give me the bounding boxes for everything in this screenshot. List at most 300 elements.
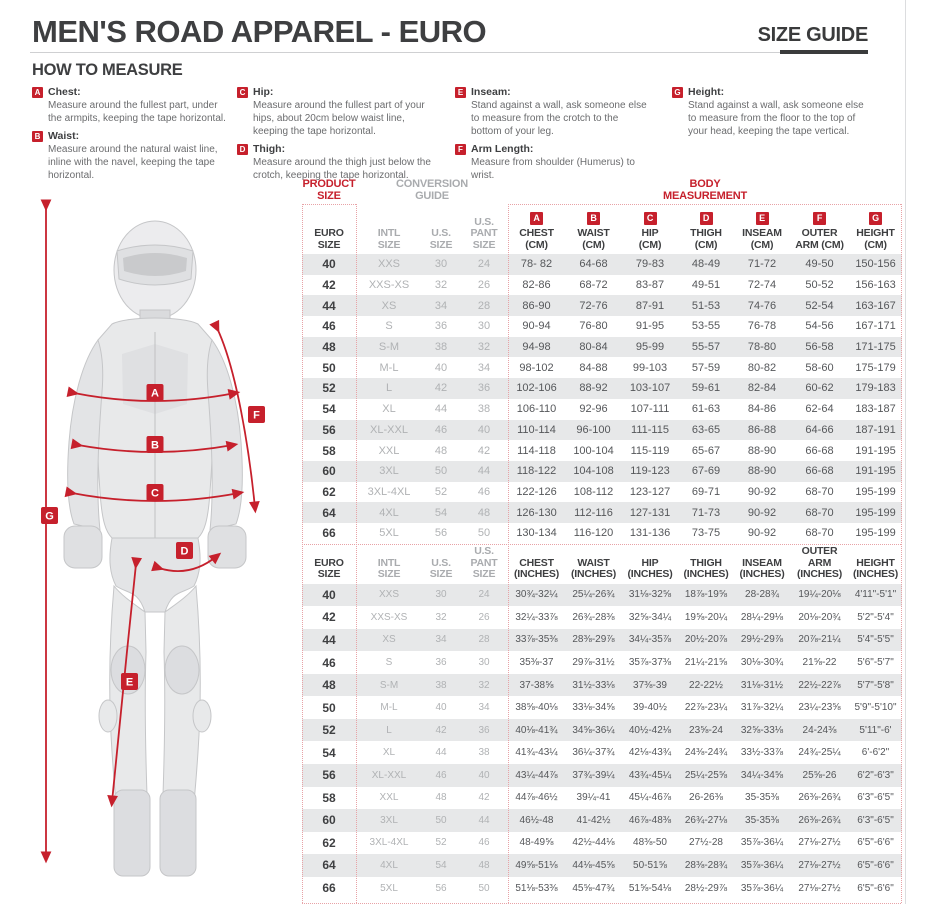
size-cell: 25¼-25⅝ (684, 769, 728, 781)
size-cell: 32⅝-34¼ (628, 611, 672, 623)
size-cell: M-L (379, 361, 399, 374)
page-title: MEN'S ROAD APPAREL - EURO (32, 14, 487, 49)
size-cell: 54 (434, 506, 448, 519)
size-cell: 31⅛-32⅝ (628, 589, 672, 601)
size-cell: 88-90 (747, 444, 777, 457)
size-cell: 3XL (379, 465, 399, 478)
size-cell: 24-24⅜ (802, 724, 837, 736)
size-guide-label: SIZE GUIDE (757, 24, 868, 46)
cm-row-42 (302, 275, 902, 296)
how-to-measure-heading: HOW TO MEASURE (32, 61, 183, 79)
size-cell: 103-107 (629, 382, 671, 395)
dotted-border (901, 204, 902, 903)
inch-row-42 (302, 606, 902, 629)
size-cell: 65-67 (691, 444, 721, 457)
measure-text: Measure around the thigh just below the crotch, keeping the tape horizontal. (253, 157, 431, 181)
column-header-us: U.S. SIZE (429, 227, 453, 251)
size-cell: 58 (322, 443, 336, 458)
size-cell: S-M (379, 679, 399, 691)
letter-badge: G (672, 87, 683, 98)
size-cell: 32 (434, 279, 448, 292)
size-cell: 72-74 (747, 279, 777, 292)
column-header-intl: INTL SIZE (377, 227, 401, 251)
letter-badge: C (237, 87, 248, 98)
size-cell: 25⅝-26 (802, 769, 837, 781)
size-cell: 35-35⅜ (745, 792, 779, 804)
cm-row-52 (302, 378, 902, 399)
size-cell: 64-66 (805, 423, 834, 436)
size-cell: 32⅝-33⅛ (740, 724, 784, 736)
arm-badge-letter: F (253, 409, 260, 422)
size-cell: 6'3"-6'5" (857, 792, 894, 804)
size-cell: 195-199 (855, 527, 896, 540)
size-cell: 91-95 (635, 320, 665, 333)
size-cell: 18⅞-19⅝ (684, 589, 728, 601)
size-cell: 49-50 (805, 258, 834, 271)
size-cell: 34 (478, 702, 490, 714)
size-cell: 35⅞-37⅜ (628, 657, 672, 669)
size-table-inches (302, 544, 902, 900)
size-cell: 28 (477, 299, 491, 312)
size-cell: 46 (477, 485, 491, 498)
inch-row-60 (302, 809, 902, 832)
size-cell: 26¾-28⅜ (572, 611, 615, 623)
letter-badge: B (32, 131, 43, 142)
size-cell: 76-80 (579, 320, 608, 333)
measure-text: Measure around the fullest part of your hips, about 20cm below waist line, keeping the tape horizontal. (253, 100, 425, 137)
size-cell: 48 (322, 340, 336, 355)
size-cell: 35⅞-36¼ (740, 859, 784, 871)
column-header-chest: CHEST (INCHES) (513, 556, 560, 581)
size-cell: 60 (322, 464, 336, 479)
size-cell: 5'4"-5'5" (857, 634, 894, 646)
size-cell: 86-90 (522, 299, 551, 312)
column-header-height: HEIGHT (INCHES) (852, 556, 899, 581)
right-boot (160, 790, 196, 876)
size-cell: 78-80 (747, 341, 777, 354)
measure-column (32, 86, 237, 187)
cm-row-56 (302, 420, 902, 441)
size-cell: 6'2"-6'3" (857, 769, 894, 781)
size-cell: 41-42½ (576, 814, 611, 826)
size-cell: 4XL (379, 506, 399, 519)
measure-label: Arm Length: (471, 143, 534, 155)
size-cell: 37⅜-39 (633, 679, 667, 691)
size-cell: 62 (322, 484, 336, 499)
size-cell: 44⅞-46½ (515, 792, 558, 804)
measure-label: Chest: (48, 86, 81, 98)
size-cell: 41¾-43¼ (515, 747, 558, 759)
size-cell: 187-191 (855, 423, 896, 436)
size-cell: 30 (435, 589, 447, 601)
measure-text: Stand against a wall, ask someone else to measure from the crotch to the bottom of your leg. (471, 100, 647, 137)
size-tables (302, 178, 902, 904)
size-cell: 106-110 (516, 403, 557, 416)
size-cell: 51⅝-54⅛ (628, 882, 672, 894)
size-cell: 4XL (380, 859, 398, 871)
measure-item-chest (32, 86, 237, 125)
size-cell: 3XL (380, 814, 398, 826)
size-cell: 40 (477, 423, 491, 436)
inch-row-48 (302, 674, 902, 697)
rider-diagram (22, 192, 297, 887)
cm-row-64 (302, 502, 902, 523)
size-cell: 43¾-45¼ (628, 769, 672, 781)
column-header-us: U.S. SIZE (429, 556, 453, 581)
size-cell: 42 (477, 444, 491, 457)
size-cell: 163-167 (855, 299, 896, 312)
conversion-guide-header: CONVERSION GUIDE (396, 178, 468, 202)
left-arm (68, 340, 103, 530)
size-cell: 110-114 (517, 423, 556, 436)
inch-row-44 (302, 629, 902, 652)
size-cell: 80-82 (747, 361, 777, 374)
size-cell: S (385, 657, 393, 669)
size-cell: 40⅛-41¾ (515, 724, 558, 736)
size-cell: 66-68 (805, 465, 834, 478)
size-cell: 50 (478, 882, 490, 894)
size-cell: 108-112 (573, 485, 614, 498)
inch-row-52 (302, 719, 902, 742)
size-cell: 35⅞-36¼ (740, 837, 784, 849)
size-cell: 171-175 (855, 341, 896, 354)
size-cell: 39¼-41 (576, 792, 611, 804)
measurement-figure (22, 192, 297, 887)
size-cell: 62-64 (805, 403, 834, 416)
size-cell: 33⅞-35⅜ (515, 634, 558, 646)
size-cell: 66-68 (805, 444, 834, 457)
size-cell: 48 (477, 506, 491, 519)
size-cell: 26 (477, 279, 491, 292)
cm-row-60 (302, 461, 902, 482)
cm-row-50 (302, 357, 902, 378)
size-cell: 195-199 (855, 485, 896, 498)
size-cell: 58 (322, 790, 336, 805)
size-cell: 34⅝-36¼ (572, 724, 615, 736)
size-cell: 56 (435, 882, 447, 894)
column-header-us: U.S. PANT SIZE (470, 545, 498, 581)
size-cell: 71-73 (691, 506, 721, 519)
cm-row-66 (302, 523, 902, 544)
size-cell: 46½-48 (519, 814, 554, 826)
measure-text: Stand against a wall, ask someone else to measure from the floor to the top of your head, keeping the tape vertical. (688, 100, 864, 137)
size-cell: XXS (378, 589, 399, 601)
size-cell: 46 (478, 837, 490, 849)
size-cell: 26⅜-26¾ (798, 792, 841, 804)
size-cell: 45⅝-47¾ (572, 882, 615, 894)
size-cell: 28⅜-29⅞ (572, 634, 615, 646)
size-cell: XXL (379, 792, 399, 804)
size-cell: 26 (478, 611, 490, 623)
size-cell: 38⅝-40⅛ (515, 702, 558, 714)
dotted-border (356, 204, 357, 903)
size-cell: 54 (435, 859, 447, 871)
size-cell: 31½-33⅛ (572, 679, 615, 691)
measure-text: Measure from shoulder (Humerus) to wrist. (471, 157, 635, 181)
size-cell: 100-104 (573, 444, 614, 457)
cm-row-62 (302, 482, 902, 503)
size-cell: 38 (434, 341, 448, 354)
size-cell: 4'11"-5'1" (854, 589, 897, 601)
size-cell: 34 (477, 361, 491, 374)
size-cell: 42 (322, 610, 336, 625)
size-cell: 42 (478, 792, 490, 804)
size-cell: 5'11"-6' (859, 724, 892, 736)
size-cell: 51-53 (691, 299, 721, 312)
size-cell: 175-179 (855, 361, 896, 374)
size-cell: 27⅛-27½ (798, 859, 841, 871)
size-cell: 28 (478, 634, 490, 646)
column-header-height: G HEIGHT (CM) (856, 212, 895, 251)
size-cell: XXL (378, 444, 400, 457)
column-letter-badge: F (813, 212, 826, 225)
size-cell: 50 (322, 360, 336, 375)
measure-item-armlength (455, 143, 672, 182)
size-cell: 32 (435, 611, 447, 623)
size-cell: 42 (434, 382, 448, 395)
size-cell: 42 (435, 724, 447, 736)
size-cell: 104-108 (573, 465, 614, 478)
size-cell: 3XL-4XL (367, 485, 411, 498)
left-glove (64, 526, 102, 568)
size-cell: 36 (434, 320, 448, 333)
size-cell: 150-156 (855, 258, 896, 271)
size-cell: 42⅛-43¾ (628, 747, 672, 759)
size-cell: 40 (434, 361, 448, 374)
size-cell: 68-70 (805, 527, 834, 540)
column-header-hip: HIP (INCHES) (627, 556, 673, 581)
column-header-outerarm: OUTER ARM (INCHES) (796, 545, 843, 581)
size-cell: 20⅛-20¾ (798, 611, 841, 623)
size-cell: 90-92 (747, 506, 777, 519)
size-cell: 19¼-20⅛ (798, 589, 841, 601)
size-cell: 48-49 (691, 258, 721, 271)
size-cell: 131-136 (629, 527, 671, 540)
size-cell: XXS (377, 258, 400, 271)
size-cell: M-L (380, 702, 398, 714)
size-cell: 156-163 (855, 279, 896, 292)
size-cell: 64 (322, 858, 336, 873)
column-header-thigh: D THIGH (CM) (690, 212, 722, 251)
measure-instructions (32, 86, 892, 187)
size-cell: 56 (322, 422, 336, 437)
size-cell: 28¼-29⅛ (740, 611, 784, 623)
size-cell: 88-92 (579, 382, 608, 395)
size-cell: 48 (322, 678, 336, 693)
size-cell: XS (382, 634, 396, 646)
size-cell: 24⅜-24¾ (684, 747, 728, 759)
size-cell: 42 (322, 278, 336, 293)
size-cell: 5'6"-5'7" (857, 657, 894, 669)
size-cell: 50 (435, 814, 447, 826)
size-cell: 35⅞-36¼ (740, 882, 784, 894)
size-cell: 50-51⅝ (633, 859, 667, 871)
size-cell: 37-38⅝ (519, 679, 554, 691)
column-header-chest: A CHEST (CM) (519, 212, 554, 251)
size-cell: 50 (434, 465, 448, 478)
column-header-intl: INTL SIZE (377, 556, 401, 581)
inch-row-62 (302, 832, 902, 855)
size-cell: 34¼-34⅝ (740, 769, 784, 781)
dotted-border (508, 204, 509, 903)
size-cell: 29½-29⅞ (740, 634, 784, 646)
size-cell: 82-86 (522, 279, 551, 292)
size-cell: 90-92 (747, 485, 777, 498)
letter-badge: E (455, 87, 466, 98)
size-cell: 46 (434, 423, 448, 436)
size-cell: 27½-28 (689, 837, 723, 849)
size-cell: 122-126 (516, 485, 557, 498)
size-cell: 191-195 (855, 465, 896, 478)
size-cell: 22-22½ (689, 679, 723, 691)
size-cell: 60-62 (805, 382, 834, 395)
size-cell: 111-115 (631, 423, 669, 436)
table-group-headers (302, 178, 902, 204)
size-cell: 5'7"-5'8" (857, 679, 894, 691)
cm-row-44 (302, 295, 902, 316)
size-cell: 54 (322, 402, 336, 417)
size-cell: 36 (478, 724, 490, 736)
size-cell: 99-103 (632, 361, 668, 374)
size-cell: 29⅞-31½ (572, 657, 615, 669)
size-cell: 45¼-46⅞ (628, 792, 672, 804)
size-cell: 96-100 (576, 423, 611, 436)
inch-row-40 (302, 584, 902, 607)
column-header-thigh: THIGH (INCHES) (683, 556, 729, 581)
size-cell: 51⅛-53⅜ (515, 882, 558, 894)
size-cell: 52 (434, 485, 448, 498)
size-cell: 46 (435, 769, 447, 781)
size-cell: 24 (478, 589, 490, 601)
size-cell: 64 (322, 505, 336, 520)
size-cell: 59-61 (691, 382, 721, 395)
size-cell: 48 (478, 859, 490, 871)
measure-label: Height: (688, 86, 725, 98)
column-header-euro: EURO SIZE (314, 556, 344, 581)
cm-row-48 (302, 337, 902, 358)
measure-label: Inseam: (471, 86, 511, 98)
column-header-inseam: INSEAM (INCHES) (739, 556, 785, 581)
size-cell: 79-83 (635, 258, 665, 271)
size-cell: 5'9"-5'10" (854, 702, 897, 714)
product-size-header: PRODUCT SIZE (302, 178, 356, 202)
size-cell: 66 (322, 881, 336, 895)
body-measurement-header: BODY MEASUREMENT (663, 178, 747, 202)
measure-column (672, 86, 882, 187)
size-cell: 76-78 (747, 320, 777, 333)
size-cell: 60 (322, 813, 336, 828)
size-cell: 31⅛-31½ (740, 679, 784, 691)
size-cell: 30⅛-30¾ (740, 657, 784, 669)
size-guide-underline (780, 50, 868, 54)
size-cell: 26-26⅜ (689, 792, 723, 804)
size-cell: 95-99 (635, 341, 665, 354)
left-boot (114, 790, 150, 876)
size-cell: 44 (434, 403, 448, 416)
size-cell: 86-88 (747, 423, 777, 436)
size-cell: 98-102 (519, 361, 554, 374)
size-cell: 38 (478, 747, 490, 759)
size-cell: 48 (434, 444, 448, 457)
size-cell: 123-127 (629, 485, 671, 498)
letter-badge: D (237, 144, 248, 155)
size-cell: S (385, 320, 393, 333)
size-cell: 55-57 (691, 341, 721, 354)
hip-badge-letter: C (151, 487, 159, 500)
size-table-cm (302, 204, 902, 544)
size-cell: 130-134 (516, 527, 557, 540)
size-cell: 90-92 (747, 527, 777, 540)
size-cell: 27⅛-27½ (798, 882, 841, 894)
size-cell: 28½-29⅞ (684, 882, 728, 894)
size-cell: 44 (322, 632, 336, 647)
size-cell: 28⅜-28¾ (684, 859, 728, 871)
column-header-euro: EURO SIZE (314, 227, 344, 251)
size-cell: 191-195 (855, 444, 896, 457)
measure-item-inseam (455, 86, 672, 138)
size-cell: 50-52 (805, 279, 834, 292)
size-cell: 54 (322, 745, 336, 760)
size-cell: 69-71 (691, 485, 721, 498)
chest-badge-letter: A (151, 387, 159, 400)
column-header-waist: B WAIST (CM) (577, 212, 610, 251)
size-cell: 57-59 (691, 361, 721, 374)
letter-badge: A (32, 87, 43, 98)
measure-label: Hip: (253, 86, 274, 98)
size-cell: 48-49⅝ (519, 837, 554, 849)
size-cell: 20½-20⅞ (684, 634, 728, 646)
dotted-border (302, 544, 901, 545)
size-cell: 53-55 (691, 320, 721, 333)
size-cell: 3XL-4XL (369, 837, 409, 849)
size-cell: 6'5"-6'6" (857, 882, 894, 894)
size-cell: 39-40½ (633, 702, 667, 714)
size-cell: XL-XXL (371, 769, 407, 781)
column-header-us: U.S. PANT SIZE (470, 215, 498, 251)
size-cell: 80-84 (579, 341, 608, 354)
size-cell: 127-131 (629, 506, 671, 519)
inseam-badge-letter: E (125, 676, 134, 689)
column-letter-badge: C (644, 212, 657, 225)
size-cell: 71-72 (747, 258, 777, 271)
size-cell: 115-119 (630, 444, 670, 457)
header-divider (30, 52, 868, 53)
column-header-hip: C HIP (CM) (638, 212, 662, 251)
dotted-border (302, 204, 356, 205)
size-cell: 52 (435, 837, 447, 849)
size-cell: 27⅛-27½ (798, 837, 841, 849)
size-cell: 36 (477, 382, 491, 395)
size-cell: 44 (478, 814, 490, 826)
size-cell: 64-68 (579, 258, 608, 271)
size-cell: 20⅞-21¼ (798, 634, 841, 646)
size-cell: 56 (434, 527, 448, 540)
measure-item-height (672, 86, 882, 138)
size-cell: XL-XXL (370, 423, 408, 436)
size-cell: 102-106 (516, 382, 557, 395)
size-cell: 44 (322, 298, 336, 313)
column-letter-badge: G (869, 212, 882, 225)
right-arm (207, 340, 242, 530)
column-header-waist: WAIST (INCHES) (570, 556, 617, 581)
size-cell: 82-84 (747, 382, 777, 395)
size-cell: 19⅝-20¼ (684, 611, 728, 623)
size-cell: 72-76 (579, 299, 608, 312)
dotted-border (508, 204, 901, 205)
size-cell: 30 (478, 657, 490, 669)
measure-text: Measure around the fullest part, under the armpits, keeping the tape horizontal. (48, 100, 226, 124)
size-cell: 30¾-32¼ (515, 589, 558, 601)
